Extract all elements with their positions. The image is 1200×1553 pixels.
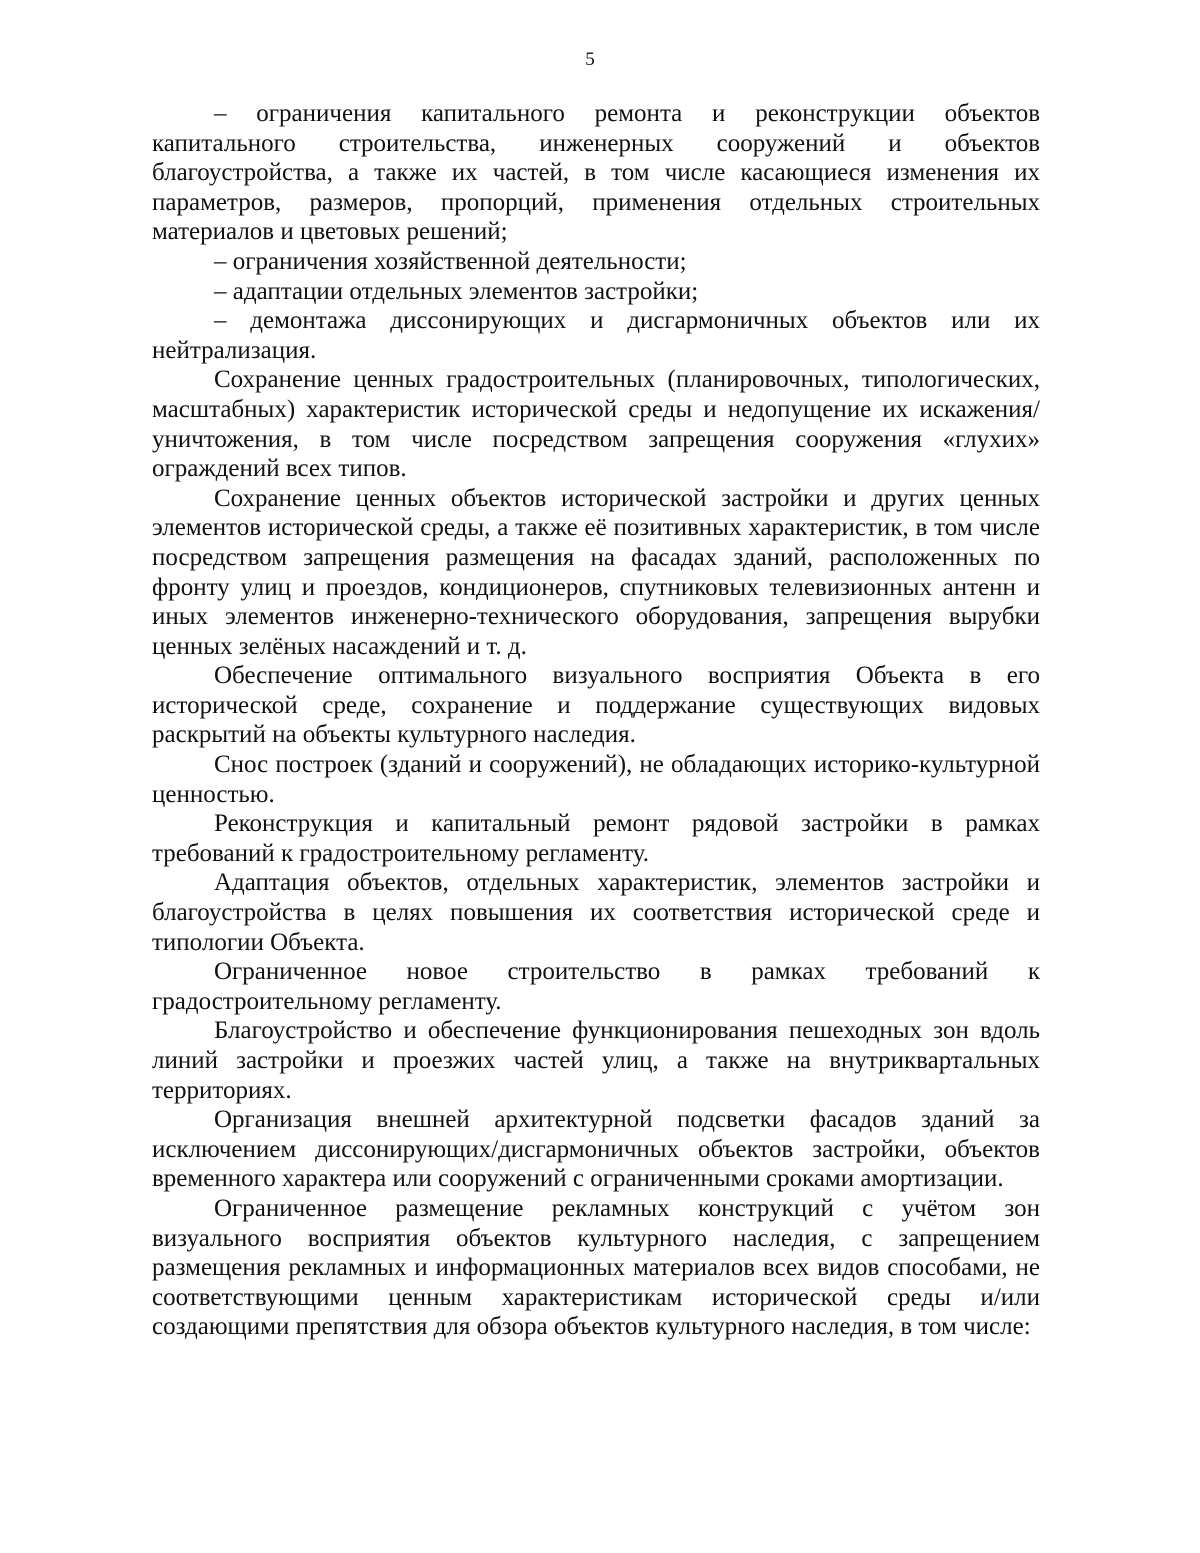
page-number: 5 — [585, 49, 595, 70]
list-item-capital-repair-restrictions: – ограничения капитального ремонта и реконструкции объектов капитального строительства, инженерных сооружений и объектов благоустройства, а также их частей, в том числе касающиеся изменения их параметров, размеров, пропорций, применения отдельных строительных материалов и цветовых решений; — [152, 100, 1040, 246]
list-item-dismantling-dissonant-objects: – демонтажа диссонирующих и дисгармоничных объектов или их нейтрализация. — [152, 307, 1040, 364]
paragraph-advertising: Ограниченное размещение рекламных конструкций с учётом зон визуального восприятия объектов культурного наследия, с запрещением размещения рекламных и информационных материалов всех видов способами, не соответствующими ценным характеристикам исторической среды и/или создающими препятствия для обзора объектов культурного наследия, в том числе: — [152, 1194, 1040, 1341]
paragraph-preservation-urban-characteristics: Сохранение ценных градостроительных (планировочных, типологических, масштабных) характеристик исторической среды и недопущение их искажения/уничтожения, в том числе посредством запрещения сооружения «глухих» ограждений всех типов. — [152, 366, 1040, 483]
paragraph-facade-lighting: Организация внешней архитектурной подсветки фасадов зданий за исключением диссонирующих/дисгармоничных объектов застройки, объектов временного характера или сооружений с ограниченными сроками амортизации. — [152, 1106, 1040, 1193]
paragraph-visual-perception: Обеспечение оптимального визуального восприятия Объекта в его исторической среде, сохранение и поддержание существующих видовых раскрытий на объекты культурного наследия. — [152, 662, 1040, 749]
paragraph-adaptation: Адаптация объектов, отдельных характеристик, элементов застройки и благоустройства в целях повышения их соответствия исторической среде и типологии Объекта. — [152, 869, 1040, 956]
list-item-economic-activity-restrictions: – ограничения хозяйственной деятельности; — [214, 247, 687, 275]
paragraph-demolition: Снос построек (зданий и сооружений), не обладающих историко-культурной ценностью. — [152, 751, 1040, 808]
paragraph-preservation-historic-buildings: Сохранение ценных объектов исторической застройки и других ценных элементов исторической среды, а также её позитивных характеристик, в том числе посредством запрещения размещения на фасадах зданий, расположенных по фронту улиц и проездов, кондиционеров, спутниковых телевизионных антенн и иных элементов инженерно-технического оборудования, запрещения вырубки ценных зелёных насаждений и т. д. — [152, 484, 1040, 660]
paragraph-limited-new-construction: Ограниченное новое строительство в рамках требований к градостроительному регламенту. — [152, 958, 1040, 1015]
paragraph-pedestrian-zones: Благоустройство и обеспечение функционирования пешеходных зон вдоль линий застройки и проезжих частей улиц, а также на внутриквартальных территориях. — [152, 1017, 1040, 1104]
list-item-adaptation-of-elements: – адаптации отдельных элементов застройки; — [214, 277, 699, 305]
document-body — [152, 99, 1040, 1342]
paragraph-reconstruction: Реконструкция и капитальный ремонт рядовой застройки в рамках требований к градостроительному регламенту. — [152, 810, 1040, 867]
